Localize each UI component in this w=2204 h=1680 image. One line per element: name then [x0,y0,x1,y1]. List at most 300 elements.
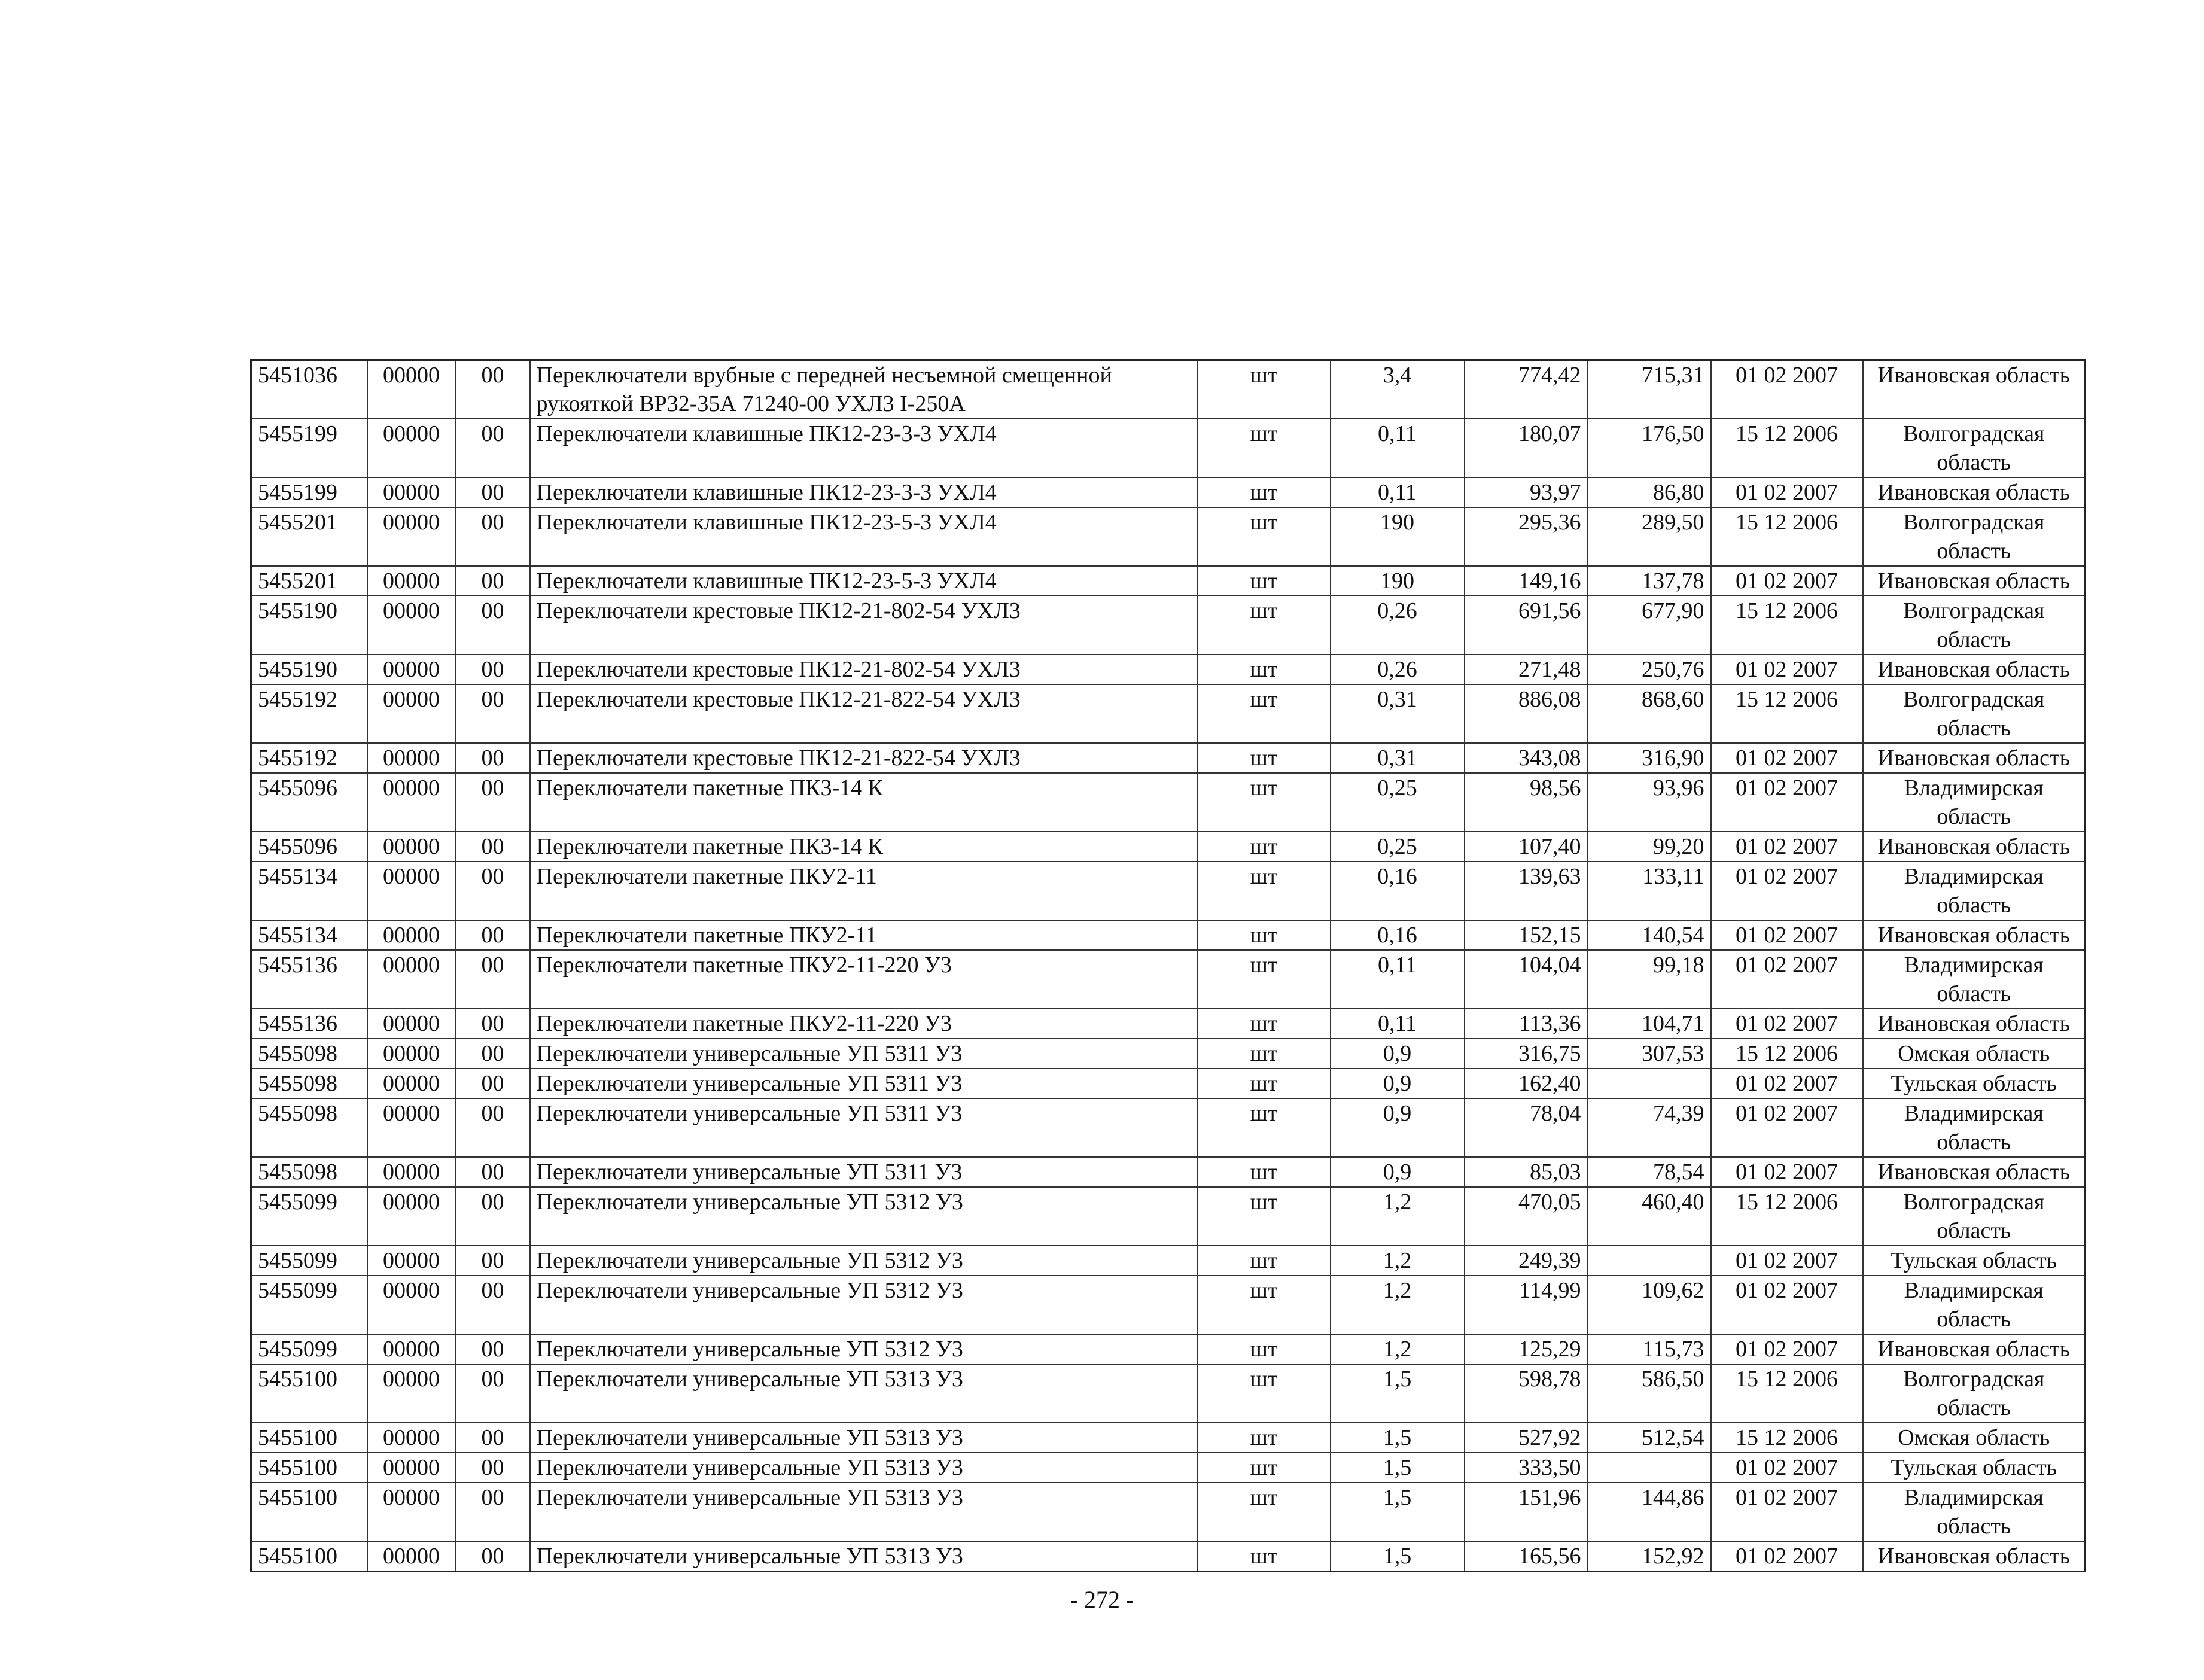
cell-name: Переключатели крестовые ПК12-21-802-54 УХЛ3 [530,655,1198,684]
cell-price-1: 527,92 [1465,1423,1588,1453]
cell-code: 5455100 [251,1453,367,1483]
cell-name: Переключатели клавишные ПК12-23-3-3 УХЛ4 [530,477,1198,507]
cell-price-1: 151,96 [1465,1483,1588,1541]
cell-price-1: 249,39 [1465,1246,1588,1276]
cell-code: 5455098 [251,1039,367,1069]
cell-unit: шт [1198,1039,1331,1069]
cell-name: Переключатели клавишные ПК12-23-5-3 УХЛ4 [530,566,1198,596]
cell-price-1: 271,48 [1465,655,1588,684]
cell-version: 00 [456,1276,530,1334]
cell-date: 01 02 2007 [1711,862,1863,920]
cell-version: 00 [456,773,530,832]
cell-date: 01 02 2007 [1711,1276,1863,1334]
cell-code: 5451036 [251,360,367,419]
cell-mass: 0,11 [1331,419,1465,477]
cell-region: Ивановская область [1863,1334,2086,1364]
cell-subcode: 00000 [367,1009,456,1039]
cell-price-2: 512,54 [1588,1423,1711,1453]
cell-version: 00 [456,1039,530,1069]
table-row [251,1098,2086,1157]
cell-date: 15 12 2006 [1711,684,1863,743]
cell-price-1: 333,50 [1465,1453,1588,1483]
cell-unit: шт [1198,1364,1331,1423]
cell-price-2 [1588,1453,1711,1483]
cell-date: 15 12 2006 [1711,596,1863,655]
cell-region: Омская область [1863,1423,2086,1453]
cell-price-2: 137,78 [1588,566,1711,596]
cell-price-1: 149,16 [1465,566,1588,596]
cell-price-1: 152,15 [1465,920,1588,950]
cell-price-1: 139,63 [1465,862,1588,920]
cell-price-2: 93,96 [1588,773,1711,832]
table-row [251,920,2086,950]
cell-price-1: 85,03 [1465,1157,1588,1187]
cell-region: Волгоградская область [1863,419,2086,477]
table-row [251,1483,2086,1541]
cell-version: 00 [456,655,530,684]
cell-version: 00 [456,1334,530,1364]
cell-region: Владимирская область [1863,1483,2086,1541]
cell-subcode: 00000 [367,920,456,950]
cell-code: 5455201 [251,507,367,566]
cell-unit: шт [1198,566,1331,596]
cell-date: 01 02 2007 [1711,832,1863,862]
cell-date: 01 02 2007 [1711,773,1863,832]
table-row [251,360,2086,419]
cell-version: 00 [456,920,530,950]
cell-version: 00 [456,1541,530,1572]
cell-price-1: 774,42 [1465,360,1588,419]
cell-price-2: 115,73 [1588,1334,1711,1364]
table-row [251,566,2086,596]
cell-price-1: 165,56 [1465,1541,1588,1572]
table-row [251,773,2086,832]
cell-subcode: 00000 [367,507,456,566]
cell-unit: шт [1198,1453,1331,1483]
table-row [251,1334,2086,1364]
cell-price-2: 99,20 [1588,832,1711,862]
cell-code: 5455192 [251,684,367,743]
cell-price-2: 289,50 [1588,507,1711,566]
cell-unit: шт [1198,1187,1331,1246]
cell-version: 00 [456,1157,530,1187]
cell-date: 01 02 2007 [1711,1009,1863,1039]
cell-region: Омская область [1863,1039,2086,1069]
cell-date: 01 02 2007 [1711,1483,1863,1541]
cell-code: 5455100 [251,1541,367,1572]
cell-price-2: 140,54 [1588,920,1711,950]
cell-code: 5455098 [251,1098,367,1157]
cell-subcode: 00000 [367,360,456,419]
cell-subcode: 00000 [367,1246,456,1276]
cell-subcode: 00000 [367,1157,456,1187]
cell-subcode: 00000 [367,1276,456,1334]
table-row [251,1453,2086,1483]
cell-subcode: 00000 [367,419,456,477]
cell-mass: 0,25 [1331,773,1465,832]
cell-name: Переключатели врубные с передней несъемной смещенной рукояткой ВР32-35А 71240-00 УХЛ3 I-250А [530,360,1198,419]
cell-unit: шт [1198,1009,1331,1039]
cell-code: 5455096 [251,773,367,832]
cell-mass: 0,9 [1331,1039,1465,1069]
cell-price-2: 316,90 [1588,743,1711,773]
cell-region: Ивановская область [1863,360,2086,419]
table-row [251,1364,2086,1423]
cell-unit: шт [1198,596,1331,655]
cell-price-1: 598,78 [1465,1364,1588,1423]
cell-version: 00 [456,1098,530,1157]
cell-code: 5455099 [251,1276,367,1334]
cell-mass: 0,9 [1331,1069,1465,1098]
table-row [251,1039,2086,1069]
cell-price-1: 691,56 [1465,596,1588,655]
cell-code: 5455192 [251,743,367,773]
cell-subcode: 00000 [367,1098,456,1157]
cell-code: 5455098 [251,1157,367,1187]
table-row [251,477,2086,507]
cell-price-2: 868,60 [1588,684,1711,743]
cell-region: Волгоградская область [1863,684,2086,743]
cell-version: 00 [456,507,530,566]
cell-price-1: 470,05 [1465,1187,1588,1246]
cell-version: 00 [456,596,530,655]
cell-date: 01 02 2007 [1711,1157,1863,1187]
cell-name: Переключатели клавишные ПК12-23-5-3 УХЛ4 [530,507,1198,566]
cell-name: Переключатели универсальные УП 5313 У3 [530,1541,1198,1572]
cell-code: 5455190 [251,596,367,655]
cell-price-1: 78,04 [1465,1098,1588,1157]
price-table [250,359,2086,1572]
cell-unit: шт [1198,1098,1331,1157]
cell-date: 01 02 2007 [1711,655,1863,684]
cell-name: Переключатели универсальные УП 5311 У3 [530,1069,1198,1098]
cell-subcode: 00000 [367,477,456,507]
cell-mass: 1,2 [1331,1276,1465,1334]
cell-unit: шт [1198,950,1331,1009]
cell-unit: шт [1198,1069,1331,1098]
cell-price-2: 109,62 [1588,1276,1711,1334]
cell-date: 15 12 2006 [1711,1364,1863,1423]
cell-name: Переключатели универсальные УП 5311 У3 [530,1157,1198,1187]
cell-subcode: 00000 [367,862,456,920]
cell-subcode: 00000 [367,596,456,655]
cell-price-1: 343,08 [1465,743,1588,773]
cell-subcode: 00000 [367,566,456,596]
cell-name: Переключатели пакетные ПК3-14 К [530,832,1198,862]
cell-mass: 0,16 [1331,862,1465,920]
cell-subcode: 00000 [367,1453,456,1483]
cell-price-1: 180,07 [1465,419,1588,477]
cell-price-2: 250,76 [1588,655,1711,684]
table-row [251,1069,2086,1098]
cell-price-2 [1588,1246,1711,1276]
cell-region: Ивановская область [1863,1009,2086,1039]
table-row [251,862,2086,920]
cell-code: 5455190 [251,655,367,684]
cell-subcode: 00000 [367,1364,456,1423]
cell-unit: шт [1198,1157,1331,1187]
cell-name: Переключатели универсальные УП 5312 У3 [530,1246,1198,1276]
cell-code: 5455096 [251,832,367,862]
cell-unit: шт [1198,507,1331,566]
cell-name: Переключатели универсальные УП 5313 У3 [530,1453,1198,1483]
table-row [251,1157,2086,1187]
cell-code: 5455099 [251,1187,367,1246]
cell-name: Переключатели универсальные УП 5312 У3 [530,1334,1198,1364]
cell-code: 5455199 [251,477,367,507]
cell-date: 01 02 2007 [1711,566,1863,596]
cell-code: 5455199 [251,419,367,477]
cell-version: 00 [456,832,530,862]
table-row [251,419,2086,477]
cell-version: 00 [456,477,530,507]
cell-price-2: 74,39 [1588,1098,1711,1157]
cell-name: Переключатели универсальные УП 5313 У3 [530,1423,1198,1453]
cell-region: Владимирская область [1863,1276,2086,1334]
cell-date: 01 02 2007 [1711,1541,1863,1572]
cell-mass: 1,5 [1331,1423,1465,1453]
cell-version: 00 [456,1187,530,1246]
cell-code: 5455136 [251,1009,367,1039]
cell-region: Ивановская область [1863,743,2086,773]
cell-code: 5455134 [251,862,367,920]
cell-code: 5455100 [251,1364,367,1423]
cell-date: 01 02 2007 [1711,920,1863,950]
cell-version: 00 [456,566,530,596]
cell-region: Волгоградская область [1863,507,2086,566]
cell-name: Переключатели универсальные УП 5312 У3 [530,1187,1198,1246]
cell-code: 5455099 [251,1246,367,1276]
cell-region: Волгоградская область [1863,596,2086,655]
cell-code: 5455100 [251,1423,367,1453]
cell-mass: 1,2 [1331,1246,1465,1276]
cell-date: 01 02 2007 [1711,950,1863,1009]
table-row [251,1276,2086,1334]
table-row [251,596,2086,655]
cell-date: 15 12 2006 [1711,419,1863,477]
cell-price-2: 104,71 [1588,1009,1711,1039]
cell-version: 00 [456,1483,530,1541]
cell-code: 5455134 [251,920,367,950]
cell-mass: 3,4 [1331,360,1465,419]
cell-region: Ивановская область [1863,655,2086,684]
cell-mass: 0,9 [1331,1098,1465,1157]
cell-region: Владимирская область [1863,1098,2086,1157]
cell-subcode: 00000 [367,1187,456,1246]
cell-mass: 0,11 [1331,477,1465,507]
cell-mass: 1,5 [1331,1364,1465,1423]
cell-unit: шт [1198,477,1331,507]
cell-mass: 190 [1331,507,1465,566]
cell-version: 00 [456,1246,530,1276]
cell-mass: 1,5 [1331,1541,1465,1572]
cell-date: 01 02 2007 [1711,1453,1863,1483]
cell-region: Ивановская область [1863,566,2086,596]
cell-price-2: 99,18 [1588,950,1711,1009]
cell-price-1: 886,08 [1465,684,1588,743]
table-row [251,1246,2086,1276]
cell-price-2 [1588,1069,1711,1098]
cell-name: Переключатели пакетные ПК3-14 К [530,773,1198,832]
cell-unit: шт [1198,1334,1331,1364]
cell-unit: шт [1198,1246,1331,1276]
table-row [251,1187,2086,1246]
cell-mass: 0,11 [1331,1009,1465,1039]
cell-name: Переключатели крестовые ПК12-21-802-54 УХЛ3 [530,596,1198,655]
cell-subcode: 00000 [367,1334,456,1364]
cell-price-1: 104,04 [1465,950,1588,1009]
cell-region: Ивановская область [1863,1541,2086,1572]
cell-price-1: 125,29 [1465,1334,1588,1364]
cell-subcode: 00000 [367,684,456,743]
cell-unit: шт [1198,1483,1331,1541]
cell-unit: шт [1198,773,1331,832]
cell-price-2: 677,90 [1588,596,1711,655]
cell-version: 00 [456,684,530,743]
cell-price-1: 113,36 [1465,1009,1588,1039]
cell-name: Переключатели универсальные УП 5313 У3 [530,1483,1198,1541]
table-body [251,360,2086,1572]
cell-price-2: 152,92 [1588,1541,1711,1572]
table-row [251,743,2086,773]
table-row [251,1423,2086,1453]
cell-unit: шт [1198,862,1331,920]
cell-date: 01 02 2007 [1711,1098,1863,1157]
cell-unit: шт [1198,1541,1331,1572]
cell-date: 15 12 2006 [1711,1423,1863,1453]
cell-subcode: 00000 [367,1483,456,1541]
cell-price-1: 295,36 [1465,507,1588,566]
cell-unit: шт [1198,360,1331,419]
cell-name: Переключатели пакетные ПКУ2-11 [530,862,1198,920]
cell-mass: 1,2 [1331,1187,1465,1246]
cell-subcode: 00000 [367,743,456,773]
cell-code: 5455099 [251,1334,367,1364]
cell-date: 01 02 2007 [1711,360,1863,419]
cell-price-2: 78,54 [1588,1157,1711,1187]
cell-subcode: 00000 [367,773,456,832]
cell-subcode: 00000 [367,1541,456,1572]
cell-mass: 1,5 [1331,1453,1465,1483]
table-row [251,832,2086,862]
cell-price-2: 715,31 [1588,360,1711,419]
cell-region: Тульская область [1863,1069,2086,1098]
cell-mass: 0,9 [1331,1157,1465,1187]
cell-subcode: 00000 [367,655,456,684]
cell-code: 5455100 [251,1483,367,1541]
cell-unit: шт [1198,419,1331,477]
cell-price-2: 86,80 [1588,477,1711,507]
cell-name: Переключатели пакетные ПКУ2-11 [530,920,1198,950]
cell-version: 00 [456,862,530,920]
cell-date: 15 12 2006 [1711,507,1863,566]
cell-code: 5455098 [251,1069,367,1098]
cell-mass: 0,16 [1331,920,1465,950]
cell-unit: шт [1198,832,1331,862]
cell-subcode: 00000 [367,1423,456,1453]
cell-region: Владимирская область [1863,862,2086,920]
cell-region: Владимирская область [1863,950,2086,1009]
cell-price-1: 316,75 [1465,1039,1588,1069]
cell-unit: шт [1198,1423,1331,1453]
cell-region: Тульская область [1863,1453,2086,1483]
table-row [251,950,2086,1009]
cell-region: Ивановская область [1863,1157,2086,1187]
cell-version: 00 [456,1423,530,1453]
cell-unit: шт [1198,1276,1331,1334]
cell-mass: 0,25 [1331,832,1465,862]
cell-price-1: 114,99 [1465,1276,1588,1334]
cell-version: 00 [456,950,530,1009]
cell-subcode: 00000 [367,950,456,1009]
cell-price-1: 93,97 [1465,477,1588,507]
cell-region: Тульская область [1863,1246,2086,1276]
cell-unit: шт [1198,920,1331,950]
cell-mass: 0,11 [1331,950,1465,1009]
cell-region: Ивановская область [1863,832,2086,862]
cell-price-2: 133,11 [1588,862,1711,920]
cell-mass: 1,2 [1331,1334,1465,1364]
page-number: - 272 - [1070,1586,1134,1613]
cell-version: 00 [456,743,530,773]
cell-mass: 0,31 [1331,684,1465,743]
cell-subcode: 00000 [367,1069,456,1098]
cell-code: 5455136 [251,950,367,1009]
cell-subcode: 00000 [367,832,456,862]
cell-name: Переключатели пакетные ПКУ2-11-220 У3 [530,950,1198,1009]
cell-unit: шт [1198,743,1331,773]
cell-mass: 0,26 [1331,596,1465,655]
cell-version: 00 [456,360,530,419]
table-row [251,684,2086,743]
cell-price-2: 460,40 [1588,1187,1711,1246]
cell-version: 00 [456,1009,530,1039]
cell-price-1: 162,40 [1465,1069,1588,1098]
cell-price-2: 307,53 [1588,1039,1711,1069]
cell-date: 01 02 2007 [1711,743,1863,773]
cell-region: Волгоградская область [1863,1364,2086,1423]
cell-code: 5455201 [251,566,367,596]
cell-price-2: 586,50 [1588,1364,1711,1423]
cell-name: Переключатели пакетные ПКУ2-11-220 У3 [530,1009,1198,1039]
table-row [251,1009,2086,1039]
cell-price-2: 176,50 [1588,419,1711,477]
cell-name: Переключатели крестовые ПК12-21-822-54 УХЛ3 [530,684,1198,743]
cell-region: Ивановская область [1863,920,2086,950]
cell-name: Переключатели универсальные УП 5311 У3 [530,1039,1198,1069]
table-row [251,1541,2086,1572]
cell-date: 15 12 2006 [1711,1187,1863,1246]
table-row [251,507,2086,566]
cell-name: Переключатели крестовые ПК12-21-822-54 УХЛ3 [530,743,1198,773]
cell-date: 01 02 2007 [1711,1069,1863,1098]
cell-region: Ивановская область [1863,477,2086,507]
cell-name: Переключатели универсальные УП 5313 У3 [530,1364,1198,1423]
cell-name: Переключатели клавишные ПК12-23-3-3 УХЛ4 [530,419,1198,477]
table-row [251,655,2086,684]
cell-version: 00 [456,1364,530,1423]
cell-region: Владимирская область [1863,773,2086,832]
cell-version: 00 [456,1069,530,1098]
cell-date: 01 02 2007 [1711,1334,1863,1364]
cell-subcode: 00000 [367,1039,456,1069]
cell-price-1: 107,40 [1465,832,1588,862]
cell-date: 15 12 2006 [1711,1039,1863,1069]
cell-region: Волгоградская область [1863,1187,2086,1246]
cell-mass: 0,26 [1331,655,1465,684]
cell-unit: шт [1198,655,1331,684]
cell-name: Переключатели универсальные УП 5312 У3 [530,1276,1198,1334]
